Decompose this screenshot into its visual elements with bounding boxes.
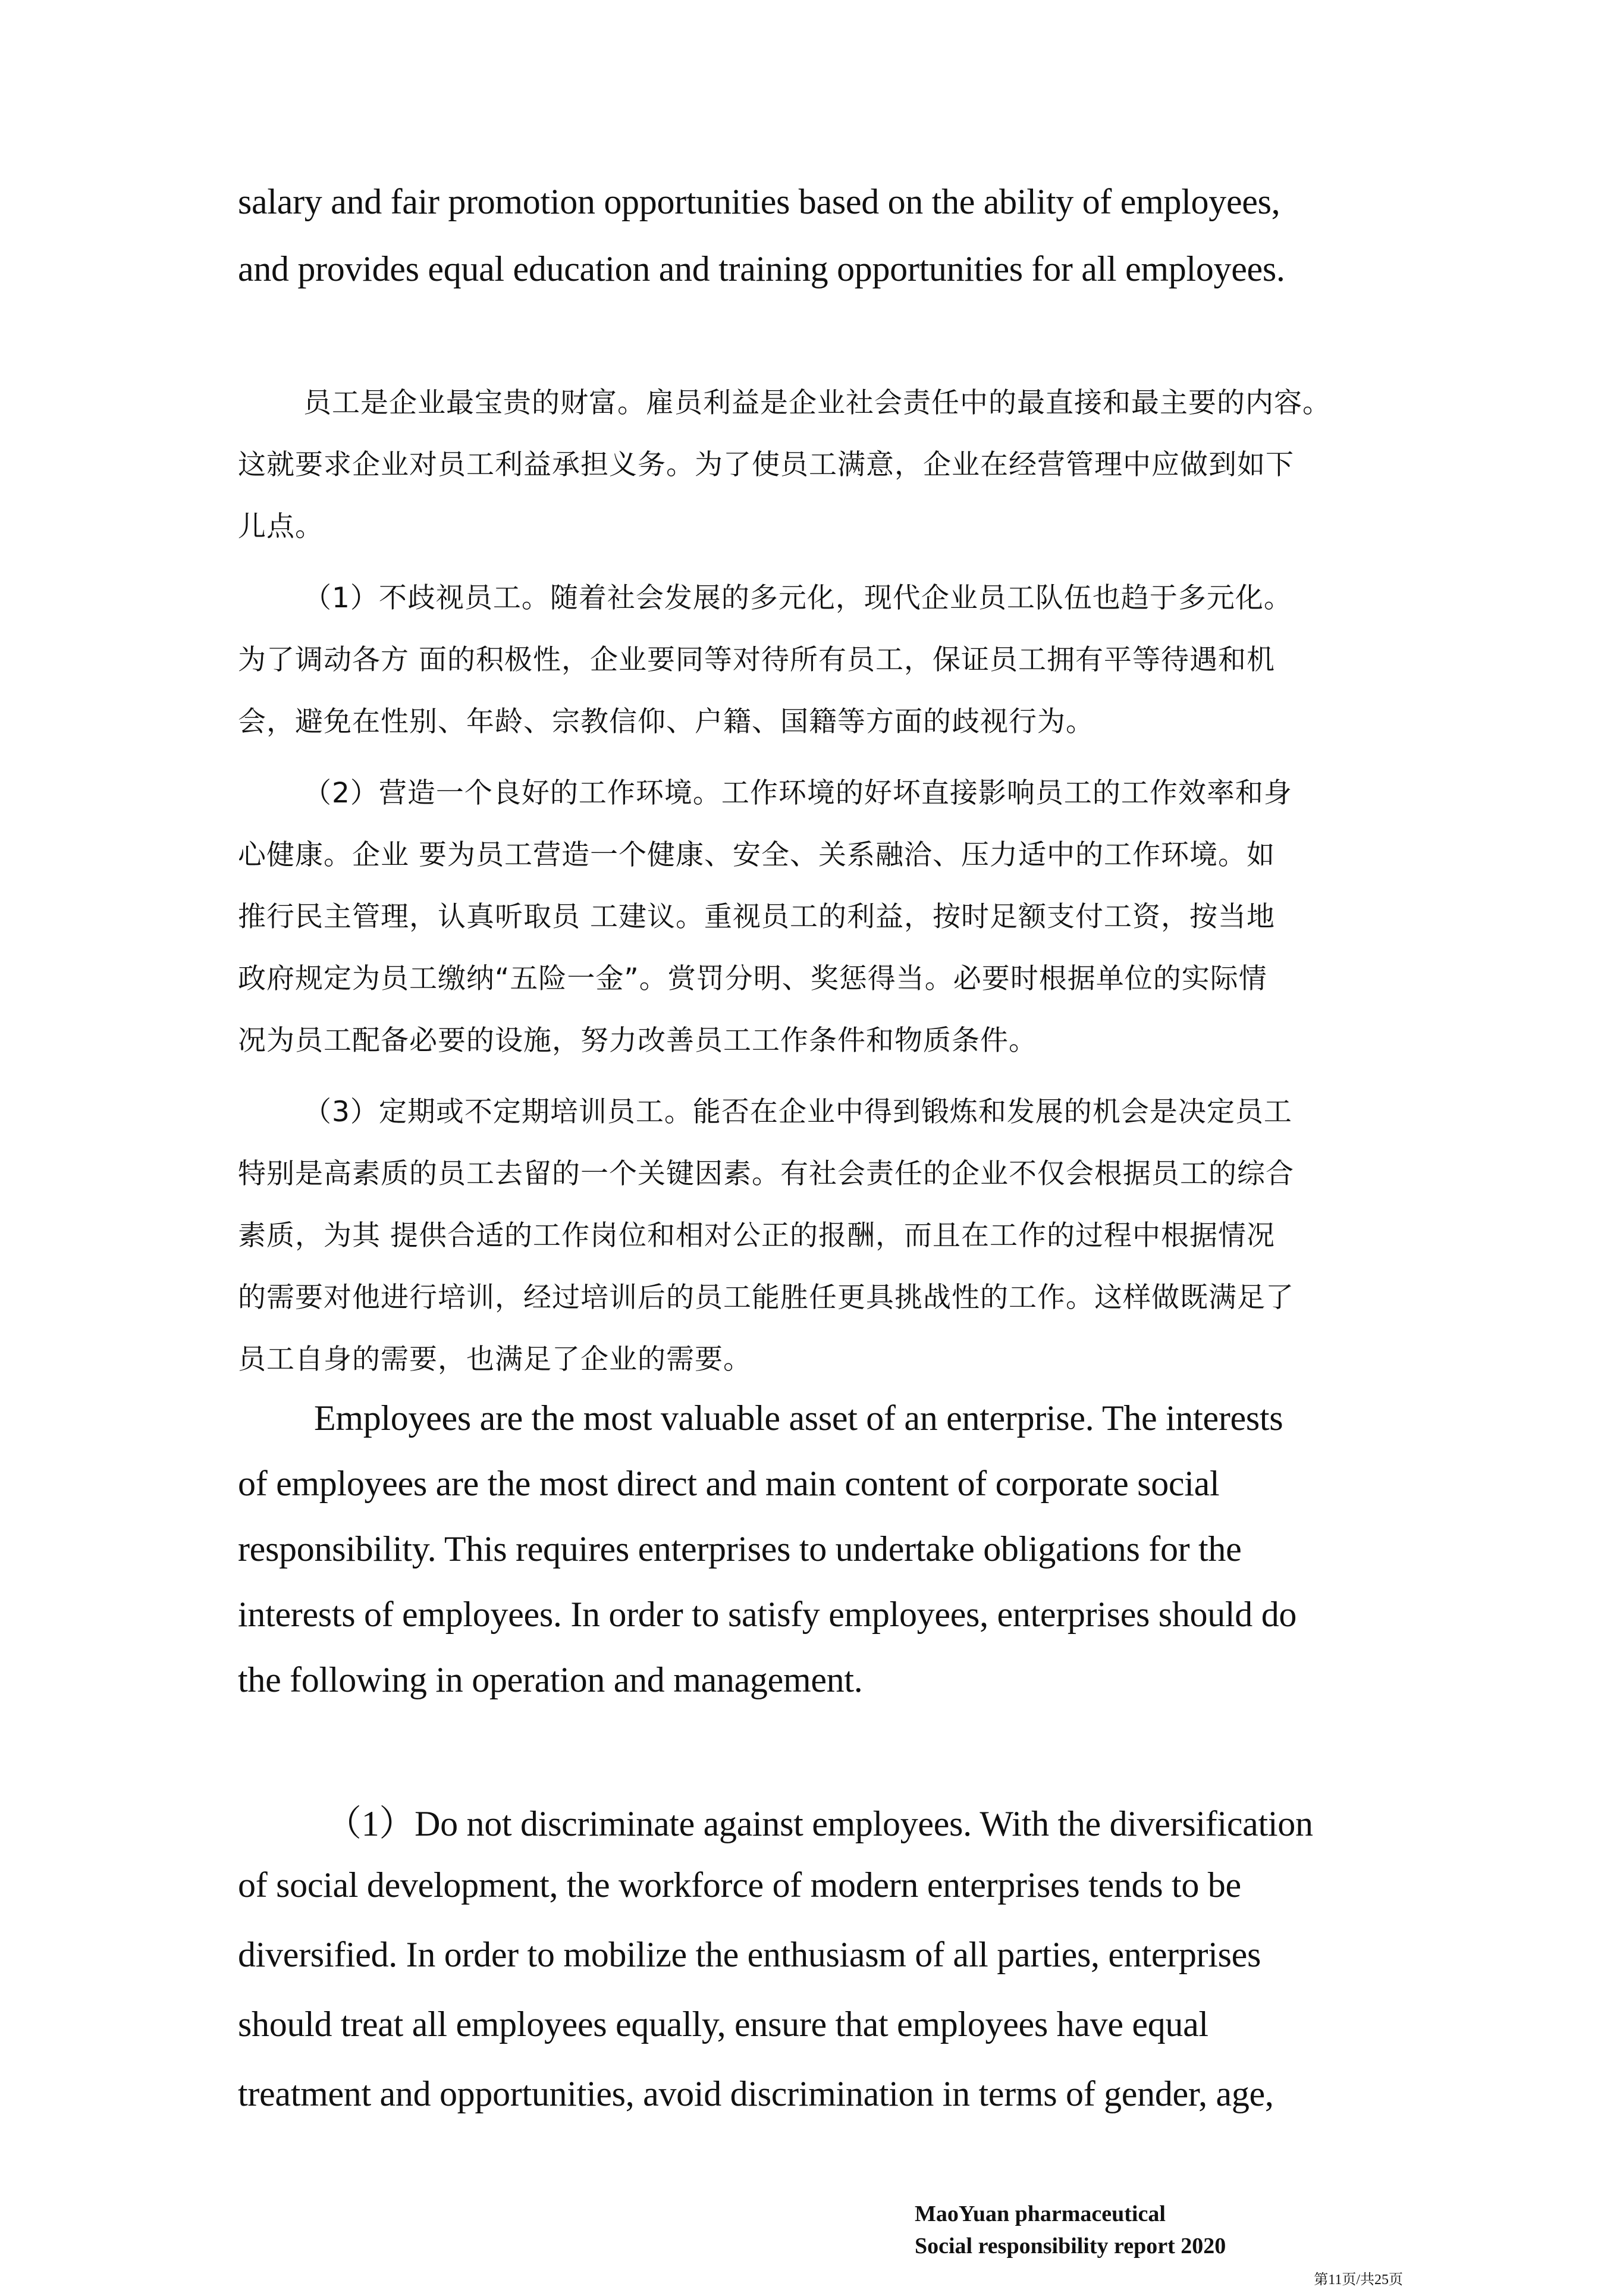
zh-item2-line-4: 政府规定为员工缴纳“五险一金”。赏罚分明、奖惩得当。必要时根据单位的实际情 xyxy=(238,962,1267,995)
zh-item3-line-1: （3）定期或不定期培训员工。能否在企业中得到锻炼和发展的机会是决定员工 xyxy=(303,1096,1292,1128)
intro-en-line-2: and provides equal education and training opportunities for all employees. xyxy=(238,249,1285,288)
intro-en-line-1: salary and fair promotion opportunities based on the ability of employees, xyxy=(238,182,1280,221)
en-para1-line-4: interests of employees. In order to satisfy employees, enterprises should do xyxy=(238,1595,1297,1634)
zh-item3-line-2: 特别是高素质的员工去留的一个关键因素。有社会责任的企业不仅会根据员工的综合 xyxy=(238,1158,1294,1190)
zh-intro-line-1: 员工是企业最宝贵的财富。雇员利益是企业社会责任中的最直接和最主要的内容。 xyxy=(303,387,1331,419)
zh-item2-line-2: 心健康。企业 要为员工营造一个健康、安全、关系融洽、压力适中的工作环境。如 xyxy=(238,839,1275,871)
zh-item2-line-5: 况为员工配备必要的设施，努力改善员工工作条件和物质条件。 xyxy=(238,1024,1037,1057)
footer-report-title: Social responsibility report 2020 xyxy=(915,2234,1226,2259)
zh-item1-line-1: （1）不歧视员工。随着社会发展的多元化，现代企业员工队伍也趋于多元化。 xyxy=(303,582,1292,614)
en-item1-line-3: diversified. In order to mobilize the enthusiasm of all parties, enterprises xyxy=(238,1935,1261,1974)
en-item1-line-1: （1）Do not discriminate against employees. With the diversification xyxy=(326,1804,1313,1843)
zh-item2-line-3: 推行民主管理，认真听取员 工建议。重视员工的利益，按时足额支付工资，按当地 xyxy=(238,901,1275,933)
zh-item2-line-1: （2）营造一个良好的工作环境。工作环境的好坏直接影响员工的工作效率和身 xyxy=(303,777,1292,810)
en-para1-line-1: Employees are the most valuable asset of an enterprise. The interests xyxy=(314,1398,1283,1438)
zh-item3-line-4: 的需要对他进行培训，经过培训后的员工能胜任更具挑战性的工作。这样做既满足了 xyxy=(238,1281,1294,1314)
page-number: 第11页/共25页 xyxy=(1314,2272,1403,2288)
en-para1-line-3: responsibility. This requires enterprises to undertake obligations for the xyxy=(238,1529,1242,1569)
footer-company: MaoYuan pharmaceutical xyxy=(915,2201,1166,2226)
zh-intro-line-3: 儿点。 xyxy=(238,510,324,543)
en-item1-line-4: should treat all employees equally, ensure that employees have equal xyxy=(238,2005,1208,2044)
zh-item3-line-3: 素质，为其 提供合适的工作岗位和相对公正的报酬，而且在工作的过程中根据情况 xyxy=(238,1219,1275,1252)
en-item1-line-5: treatment and opportunities, avoid discrimination in terms of gender, age, xyxy=(238,2074,1274,2113)
en-item1-line-2: of social development, the workforce of modern enterprises tends to be xyxy=(238,1865,1241,1905)
zh-item1-line-2: 为了调动各方 面的积极性，企业要同等对待所有员工，保证员工拥有平等待遇和机 xyxy=(238,644,1275,676)
en-para1-line-2: of employees are the most direct and main content of corporate social xyxy=(238,1464,1220,1503)
zh-item1-line-3: 会，避免在性别、年龄、宗教信仰、户籍、国籍等方面的歧视行为。 xyxy=(238,705,1094,738)
en-para1-line-5: the following in operation and management. xyxy=(238,1660,863,1699)
zh-intro-line-2: 这就要求企业对员工利益承担义务。为了使员工满意，企业在经营管理中应做到如下 xyxy=(238,448,1294,481)
zh-item3-line-5: 员工自身的需要，也满足了企业的需要。 xyxy=(238,1343,752,1376)
